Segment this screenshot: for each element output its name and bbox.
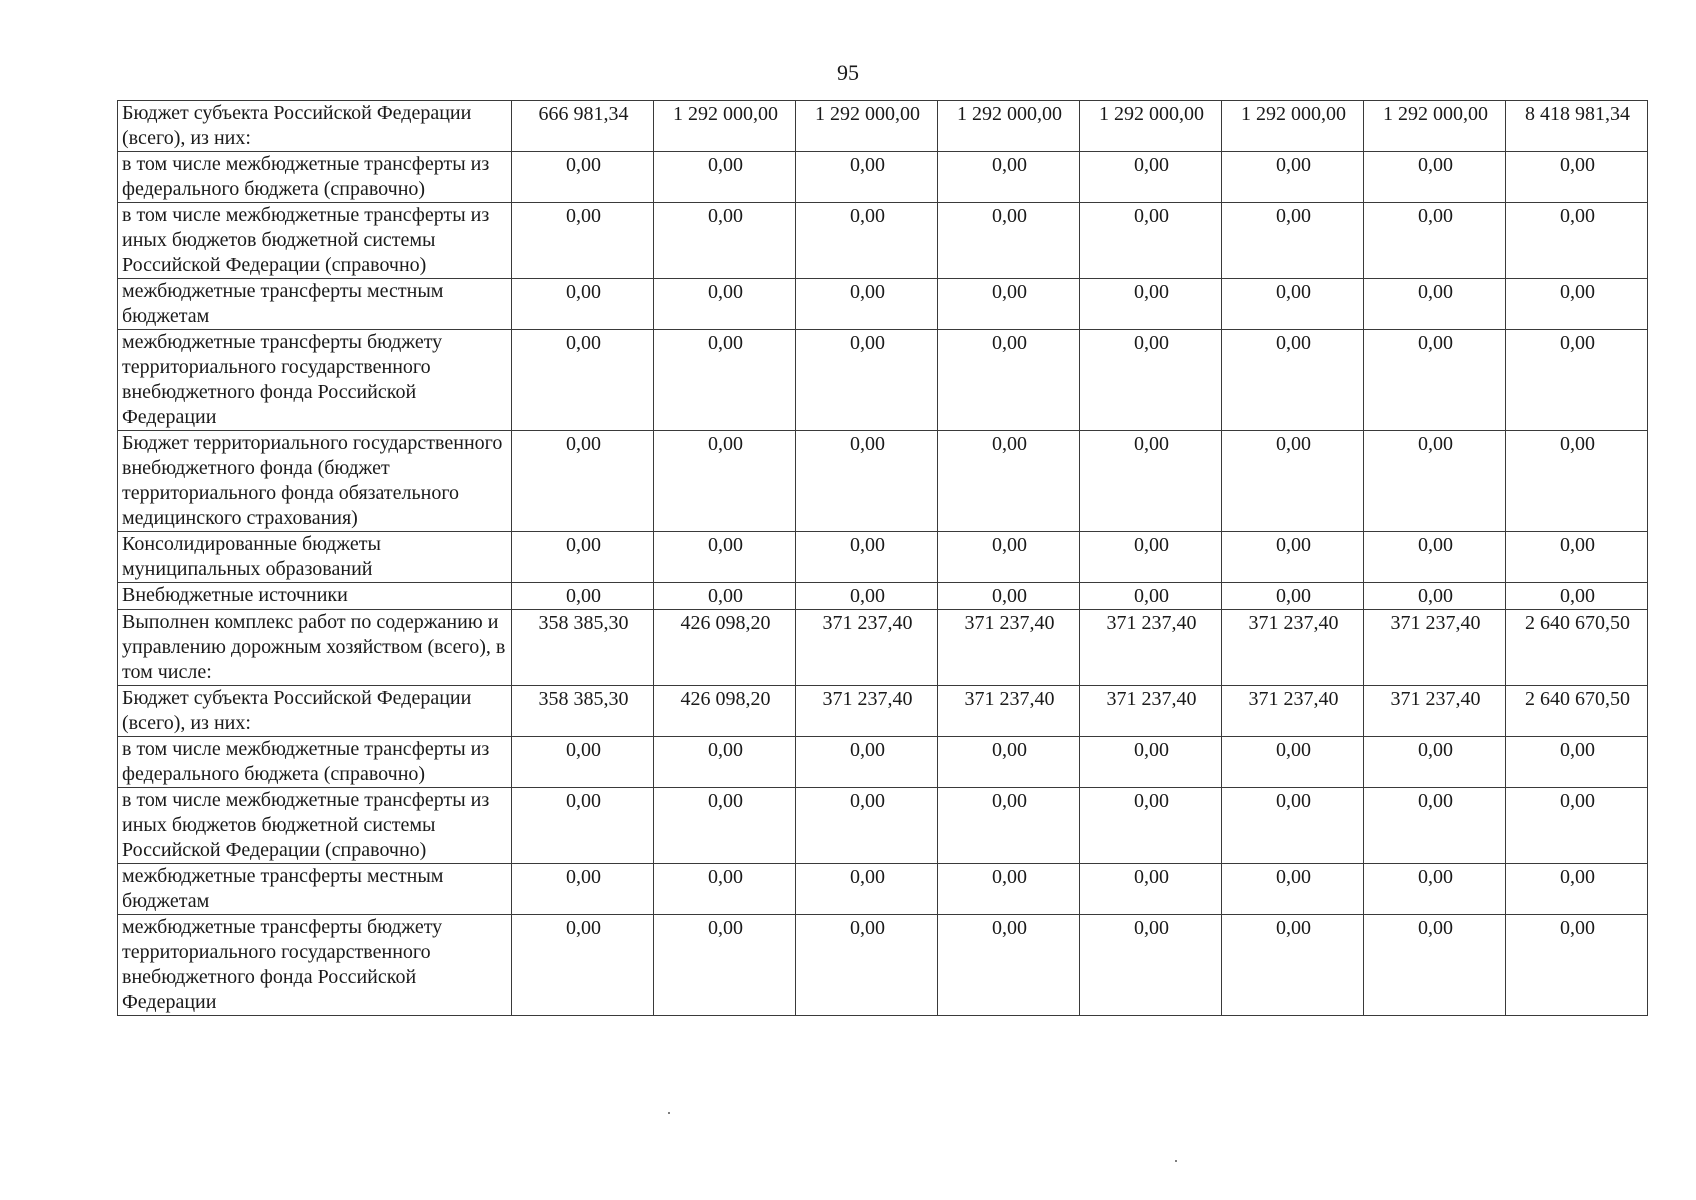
value-cell: 0,00	[512, 583, 654, 610]
row-label: Выполнен комплекс работ по содержанию и управлению дорожным хозяйством (всего), в том числе:	[118, 610, 512, 686]
row-label: в том числе межбюджетные трансферты из иных бюджетов бюджетной системы Российской Федерации (справочно)	[118, 203, 512, 279]
value-cell: 0,00	[1222, 532, 1364, 583]
table-row	[118, 330, 1648, 431]
value-cell: 0,00	[1364, 915, 1506, 1016]
value-cell: 0,00	[938, 152, 1080, 203]
value-cell: 0,00	[796, 532, 938, 583]
value-cell: 0,00	[512, 330, 654, 431]
value-cell: 1 292 000,00	[654, 101, 796, 152]
value-cell: 0,00	[796, 788, 938, 864]
value-cell: 371 237,40	[938, 610, 1080, 686]
value-cell: 0,00	[1222, 431, 1364, 532]
value-cell: 0,00	[1080, 583, 1222, 610]
page-number: 95	[837, 60, 859, 85]
value-cell: 426 098,20	[654, 610, 796, 686]
row-label: межбюджетные трансферты местным бюджетам	[118, 279, 512, 330]
value-cell: 0,00	[1364, 532, 1506, 583]
value-cell: 426 098,20	[654, 686, 796, 737]
value-cell: 0,00	[938, 431, 1080, 532]
value-cell: 0,00	[1364, 864, 1506, 915]
value-cell: 0,00	[1364, 431, 1506, 532]
value-cell: 0,00	[796, 330, 938, 431]
value-cell: 0,00	[938, 203, 1080, 279]
table-row	[118, 152, 1648, 203]
value-cell: 0,00	[1506, 203, 1648, 279]
value-cell: 0,00	[1506, 431, 1648, 532]
value-cell: 0,00	[512, 203, 654, 279]
value-cell: 0,00	[654, 532, 796, 583]
value-cell: 0,00	[796, 737, 938, 788]
value-cell: 0,00	[512, 788, 654, 864]
value-cell: 0,00	[796, 915, 938, 1016]
value-cell: 0,00	[1080, 915, 1222, 1016]
row-label: межбюджетные трансферты бюджету территориального государственного внебюджетного фонда Российской Федерации	[118, 915, 512, 1016]
value-cell: 0,00	[1506, 279, 1648, 330]
value-cell: 0,00	[1222, 864, 1364, 915]
value-cell: 2 640 670,50	[1506, 610, 1648, 686]
value-cell: 0,00	[938, 279, 1080, 330]
row-label: Внебюджетные источники	[118, 583, 512, 610]
value-cell: 8 418 981,34	[1506, 101, 1648, 152]
value-cell: 0,00	[1080, 788, 1222, 864]
value-cell: 0,00	[1222, 737, 1364, 788]
value-cell: 0,00	[796, 203, 938, 279]
value-cell: 0,00	[1506, 737, 1648, 788]
value-cell: 0,00	[1364, 203, 1506, 279]
row-label: межбюджетные трансферты местным бюджетам	[118, 864, 512, 915]
value-cell: 0,00	[1506, 915, 1648, 1016]
value-cell: 0,00	[1364, 279, 1506, 330]
value-cell: 0,00	[938, 737, 1080, 788]
value-cell: 0,00	[1080, 737, 1222, 788]
value-cell: 0,00	[938, 532, 1080, 583]
value-cell: 371 237,40	[1364, 686, 1506, 737]
value-cell: 0,00	[1364, 737, 1506, 788]
table-row	[118, 431, 1648, 532]
row-label: в том числе межбюджетные трансферты из федерального бюджета (справочно)	[118, 152, 512, 203]
value-cell: 0,00	[1080, 431, 1222, 532]
value-cell: 0,00	[654, 737, 796, 788]
value-cell: 0,00	[1080, 532, 1222, 583]
value-cell: 0,00	[1222, 203, 1364, 279]
value-cell: 0,00	[654, 864, 796, 915]
scan-speck	[1175, 1160, 1177, 1162]
value-cell: 0,00	[512, 532, 654, 583]
row-label: Бюджет субъекта Российской Федерации (всего), из них:	[118, 101, 512, 152]
value-cell: 371 237,40	[796, 686, 938, 737]
table-row	[118, 915, 1648, 1016]
value-cell: 0,00	[654, 203, 796, 279]
value-cell: 0,00	[1506, 583, 1648, 610]
table-row	[118, 737, 1648, 788]
value-cell: 0,00	[512, 864, 654, 915]
value-cell: 358 385,30	[512, 686, 654, 737]
value-cell: 0,00	[512, 431, 654, 532]
value-cell: 371 237,40	[1222, 610, 1364, 686]
value-cell: 0,00	[1222, 279, 1364, 330]
value-cell: 0,00	[512, 915, 654, 1016]
value-cell: 1 292 000,00	[938, 101, 1080, 152]
row-label: межбюджетные трансферты бюджету территориального государственного внебюджетного фонда Российской Федерации	[118, 330, 512, 431]
value-cell: 371 237,40	[796, 610, 938, 686]
value-cell: 371 237,40	[1080, 686, 1222, 737]
value-cell: 1 292 000,00	[796, 101, 938, 152]
value-cell: 0,00	[1364, 583, 1506, 610]
value-cell: 2 640 670,50	[1506, 686, 1648, 737]
value-cell: 0,00	[796, 279, 938, 330]
scan-speck	[668, 1112, 670, 1114]
value-cell: 0,00	[938, 330, 1080, 431]
value-cell: 0,00	[938, 915, 1080, 1016]
row-label: в том числе межбюджетные трансферты из иных бюджетов бюджетной системы Российской Федерации (справочно)	[118, 788, 512, 864]
value-cell: 371 237,40	[1080, 610, 1222, 686]
value-cell: 0,00	[1364, 330, 1506, 431]
value-cell: 371 237,40	[1222, 686, 1364, 737]
value-cell: 0,00	[1222, 788, 1364, 864]
row-label: Консолидированные бюджеты муниципальных образований	[118, 532, 512, 583]
value-cell: 0,00	[654, 788, 796, 864]
value-cell: 0,00	[1080, 279, 1222, 330]
value-cell: 0,00	[654, 915, 796, 1016]
table-row	[118, 686, 1648, 737]
value-cell: 0,00	[938, 788, 1080, 864]
value-cell: 0,00	[796, 864, 938, 915]
value-cell: 371 237,40	[938, 686, 1080, 737]
value-cell: 0,00	[1222, 583, 1364, 610]
table-row	[118, 101, 1648, 152]
value-cell: 0,00	[1222, 915, 1364, 1016]
value-cell: 1 292 000,00	[1080, 101, 1222, 152]
table-row	[118, 610, 1648, 686]
value-cell: 0,00	[654, 583, 796, 610]
value-cell: 0,00	[654, 330, 796, 431]
value-cell: 0,00	[1222, 152, 1364, 203]
value-cell: 0,00	[1080, 152, 1222, 203]
value-cell: 0,00	[1506, 788, 1648, 864]
value-cell: 0,00	[1080, 330, 1222, 431]
value-cell: 0,00	[1506, 864, 1648, 915]
row-label: Бюджет территориального государственного внебюджетного фонда (бюджет территориального фонда обязательного медицинского страхования)	[118, 431, 512, 532]
value-cell: 1 292 000,00	[1364, 101, 1506, 152]
table-row	[118, 203, 1648, 279]
value-cell: 0,00	[1364, 152, 1506, 203]
row-label: Бюджет субъекта Российской Федерации (всего), из них:	[118, 686, 512, 737]
value-cell: 0,00	[1364, 788, 1506, 864]
value-cell: 0,00	[512, 279, 654, 330]
budget-table	[117, 100, 1648, 1016]
table-row	[118, 788, 1648, 864]
table-body	[118, 101, 1648, 1016]
value-cell: 0,00	[938, 864, 1080, 915]
value-cell: 0,00	[1080, 203, 1222, 279]
value-cell: 0,00	[512, 737, 654, 788]
value-cell: 666 981,34	[512, 101, 654, 152]
value-cell: 358 385,30	[512, 610, 654, 686]
value-cell: 0,00	[654, 152, 796, 203]
value-cell: 0,00	[654, 431, 796, 532]
value-cell: 0,00	[1506, 532, 1648, 583]
value-cell: 0,00	[1222, 330, 1364, 431]
value-cell: 0,00	[796, 152, 938, 203]
value-cell: 0,00	[1506, 330, 1648, 431]
value-cell: 0,00	[796, 583, 938, 610]
table-row	[118, 864, 1648, 915]
table-row	[118, 279, 1648, 330]
value-cell: 0,00	[938, 583, 1080, 610]
table-row	[118, 532, 1648, 583]
value-cell: 0,00	[796, 431, 938, 532]
value-cell: 0,00	[1506, 152, 1648, 203]
value-cell: 0,00	[512, 152, 654, 203]
table-row	[118, 583, 1648, 610]
row-label: в том числе межбюджетные трансферты из федерального бюджета (справочно)	[118, 737, 512, 788]
value-cell: 0,00	[654, 279, 796, 330]
value-cell: 1 292 000,00	[1222, 101, 1364, 152]
value-cell: 0,00	[1080, 864, 1222, 915]
value-cell: 371 237,40	[1364, 610, 1506, 686]
